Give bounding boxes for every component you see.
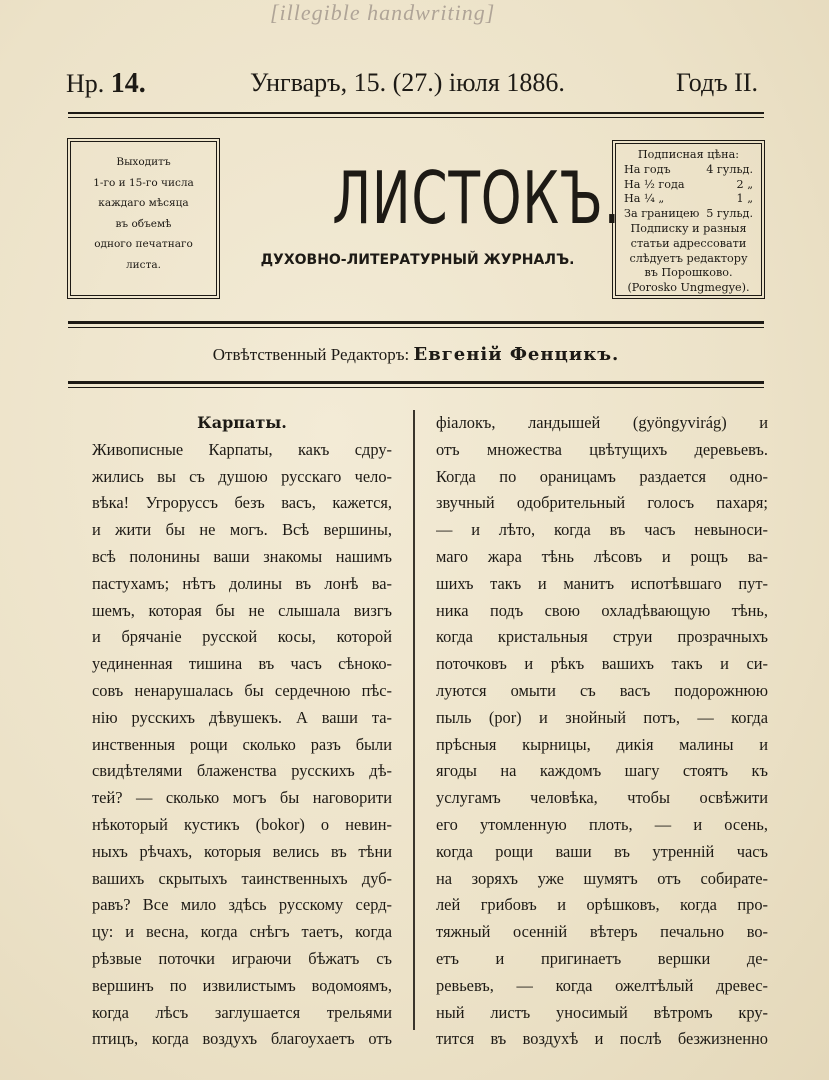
price-label: На годъ (624, 162, 671, 176)
price-value: 1 „ (736, 192, 753, 206)
text-line: етъ и пригинаетъ вершки де- (436, 948, 768, 968)
price-value: 2 „ (736, 177, 753, 191)
article-left-column (92, 410, 392, 1053)
text-line: рѣзвые поточки играючи бѣжатъ съ (92, 948, 392, 968)
price-row (624, 192, 753, 207)
text-line: его утомленную плоть, — и осень, (436, 814, 768, 834)
text-line: ревьевъ, — когда ожелтѣлый древес- (436, 975, 768, 995)
price-label: На ¼ „ (624, 192, 665, 206)
text-line: — и лѣто, когда въ часъ невыноси- (436, 520, 768, 540)
text-line: нію русскихъ дѣвушекъ. А ваши та- (92, 707, 392, 727)
column-divider (413, 410, 415, 1030)
price-row (624, 178, 753, 193)
masthead-rule-2 (68, 327, 764, 328)
publication-info-box (70, 141, 217, 296)
text-line: и жити бы не могъ. Всѣ вершины, (92, 520, 392, 540)
header-rule-bottom (68, 117, 764, 118)
text-line: фіалокъ, ландышей (gyöngyvirág) и (436, 413, 768, 432)
article-right-column (436, 410, 768, 1053)
info-line: каждаго мѣсяца (98, 197, 189, 209)
text-line: нѣкоторый кустикъ (bokor) о невин- (92, 814, 392, 834)
text-line: ный листъ уносимый вѣтромъ кру- (436, 1002, 768, 1022)
info-line: въ объемѣ (115, 217, 172, 230)
text-line: шихъ такъ и манитъ испотѣвшаго пут- (436, 573, 768, 593)
subscription-price-box (615, 143, 762, 296)
price-value: 5 гульд. (706, 207, 753, 221)
text-line: вашихъ скрытыхъ таинственныхъ дуб- (92, 868, 392, 888)
price-value: 4 гульд. (706, 162, 753, 176)
note-line: (Porosko Ungmegye). (627, 281, 750, 295)
text-line: маго жара тѣнь лѣсовъ и рощъ ва- (436, 546, 768, 566)
price-row (624, 207, 753, 222)
text-line: отъ множества цвѣтущихъ деревьевъ. (436, 439, 768, 459)
text-line: цу: и весна, когда снѣгъ таетъ, когда (92, 922, 392, 942)
masthead-subtitle: ДУХОВНО-ЛИТЕРАТУРНЫЙ ЖУРНАЛЪ. (260, 252, 575, 268)
text-line: ника подъ свою охладѣвающую тѣнь, (436, 600, 768, 620)
note-line: статьи адрессовати (630, 236, 747, 250)
editor-name: Евгеній Фенцикъ. (413, 344, 620, 365)
info-line: одного печатнаго (94, 238, 193, 250)
text-line: равъ? Все мило здѣсь русскому серд- (92, 895, 392, 915)
note-line: слѣдуетъ редактору (629, 251, 748, 265)
right-column-lines (436, 410, 768, 1053)
text-line: когда рощи ваши въ утренній часъ (436, 841, 768, 861)
note-line: въ Порошково. (644, 266, 733, 280)
note-line: Подписку и разныя (630, 221, 747, 235)
text-line: жились вы съ душою русскаго чело- (92, 466, 392, 486)
price-label: На ½ года (624, 177, 685, 191)
issue-number (66, 68, 146, 100)
text-line: услугамъ человѣка, чтобы освѣжити (436, 788, 768, 808)
text-line: ягоды на каждомъ шагу стоятъ къ (436, 761, 768, 781)
text-line: уединенная тишина въ часъ сѣноко- (92, 654, 392, 674)
info-line: листа. (126, 258, 161, 271)
text-line: пастухамъ; нѣтъ долины въ лонѣ ва- (92, 573, 392, 593)
price-label: За границею (624, 207, 700, 221)
text-line: птицъ, когда воздухъ благоухаетъ отъ (92, 1029, 392, 1049)
dateline: Унгваръ, 15. (27.) іюля 1886. (250, 68, 565, 97)
editor-rule-1 (68, 381, 764, 384)
issue-number-label: Нр. (66, 69, 105, 98)
text-line: когда лѣсъ заглушается трельями (92, 1002, 392, 1022)
text-line: инственныя рощи сколько разъ были (92, 734, 392, 754)
editor-line (68, 344, 764, 365)
text-line: и брячаніе русской косы, которой (92, 627, 392, 647)
text-line: лей грибовъ и орѣшковъ, когда про- (436, 895, 768, 915)
text-line: звучный одобрительный голосъ пахаря; (436, 493, 768, 513)
text-line: прѣсныя кырницы, дикія малины и (436, 734, 768, 754)
text-line: вершинъ по извилистымъ водомоямъ, (92, 975, 392, 995)
masthead-rule-1 (68, 321, 764, 324)
price-row (624, 163, 753, 178)
article-title: Карпаты. (197, 413, 287, 432)
text-line: вѣка! Угроруссъ безъ васъ, кажется, (92, 493, 392, 513)
text-line: совъ ненарушалась бы сердечною пѣс- (92, 680, 392, 700)
text-line: ныхъ рѣчахъ, которыя велись въ тѣни (92, 841, 392, 861)
text-line: тей? — сколько могъ бы наговорити (92, 788, 392, 808)
text-line: свидѣтелями блаженства русскихъ дѣ- (92, 761, 392, 781)
text-line: Когда по ораницамъ раздается одно- (436, 466, 768, 486)
text-line: тится въ воздухѣ и послѣ безжизненно (436, 1029, 768, 1049)
issue-number-value: 14. (110, 68, 146, 99)
text-line: поточковъ и рѣкъ вашихъ такъ и си- (436, 654, 768, 674)
text-line: на зоряхъ уже шумятъ отъ собирате- (436, 868, 768, 888)
left-column-lines (92, 437, 392, 1053)
text-line: всѣ полонины ваши знакомы нашимъ (92, 546, 392, 566)
handwritten-stamp: [illegible handwriting] (270, 0, 496, 25)
masthead-title: ЛИСТОКЪ. (332, 156, 621, 240)
price-heading: Подписная цѣна: (637, 148, 740, 161)
header-rule-top (68, 112, 764, 114)
text-line: когда кристальныя струи прозрачныхъ (436, 627, 768, 647)
year-label: Годъ II. (676, 68, 758, 97)
text-line: тяжный осенній вѣтеръ печально во- (436, 922, 768, 942)
editor-rule-2 (68, 387, 764, 388)
text-line: луются омыти съ васъ подорожнюю (436, 680, 768, 700)
editor-label: Отвѣтственный Редакторъ: (212, 345, 410, 364)
text-line: шемъ, которая бы не слышала визгъ (92, 600, 392, 620)
info-line: Выходитъ (116, 156, 171, 168)
text-line: Живописные Карпаты, какъ сдру- (92, 439, 392, 459)
text-line: пыль (por) и знойный потъ, — когда (436, 707, 768, 727)
info-line: 1-го и 15-го числа (93, 176, 194, 189)
